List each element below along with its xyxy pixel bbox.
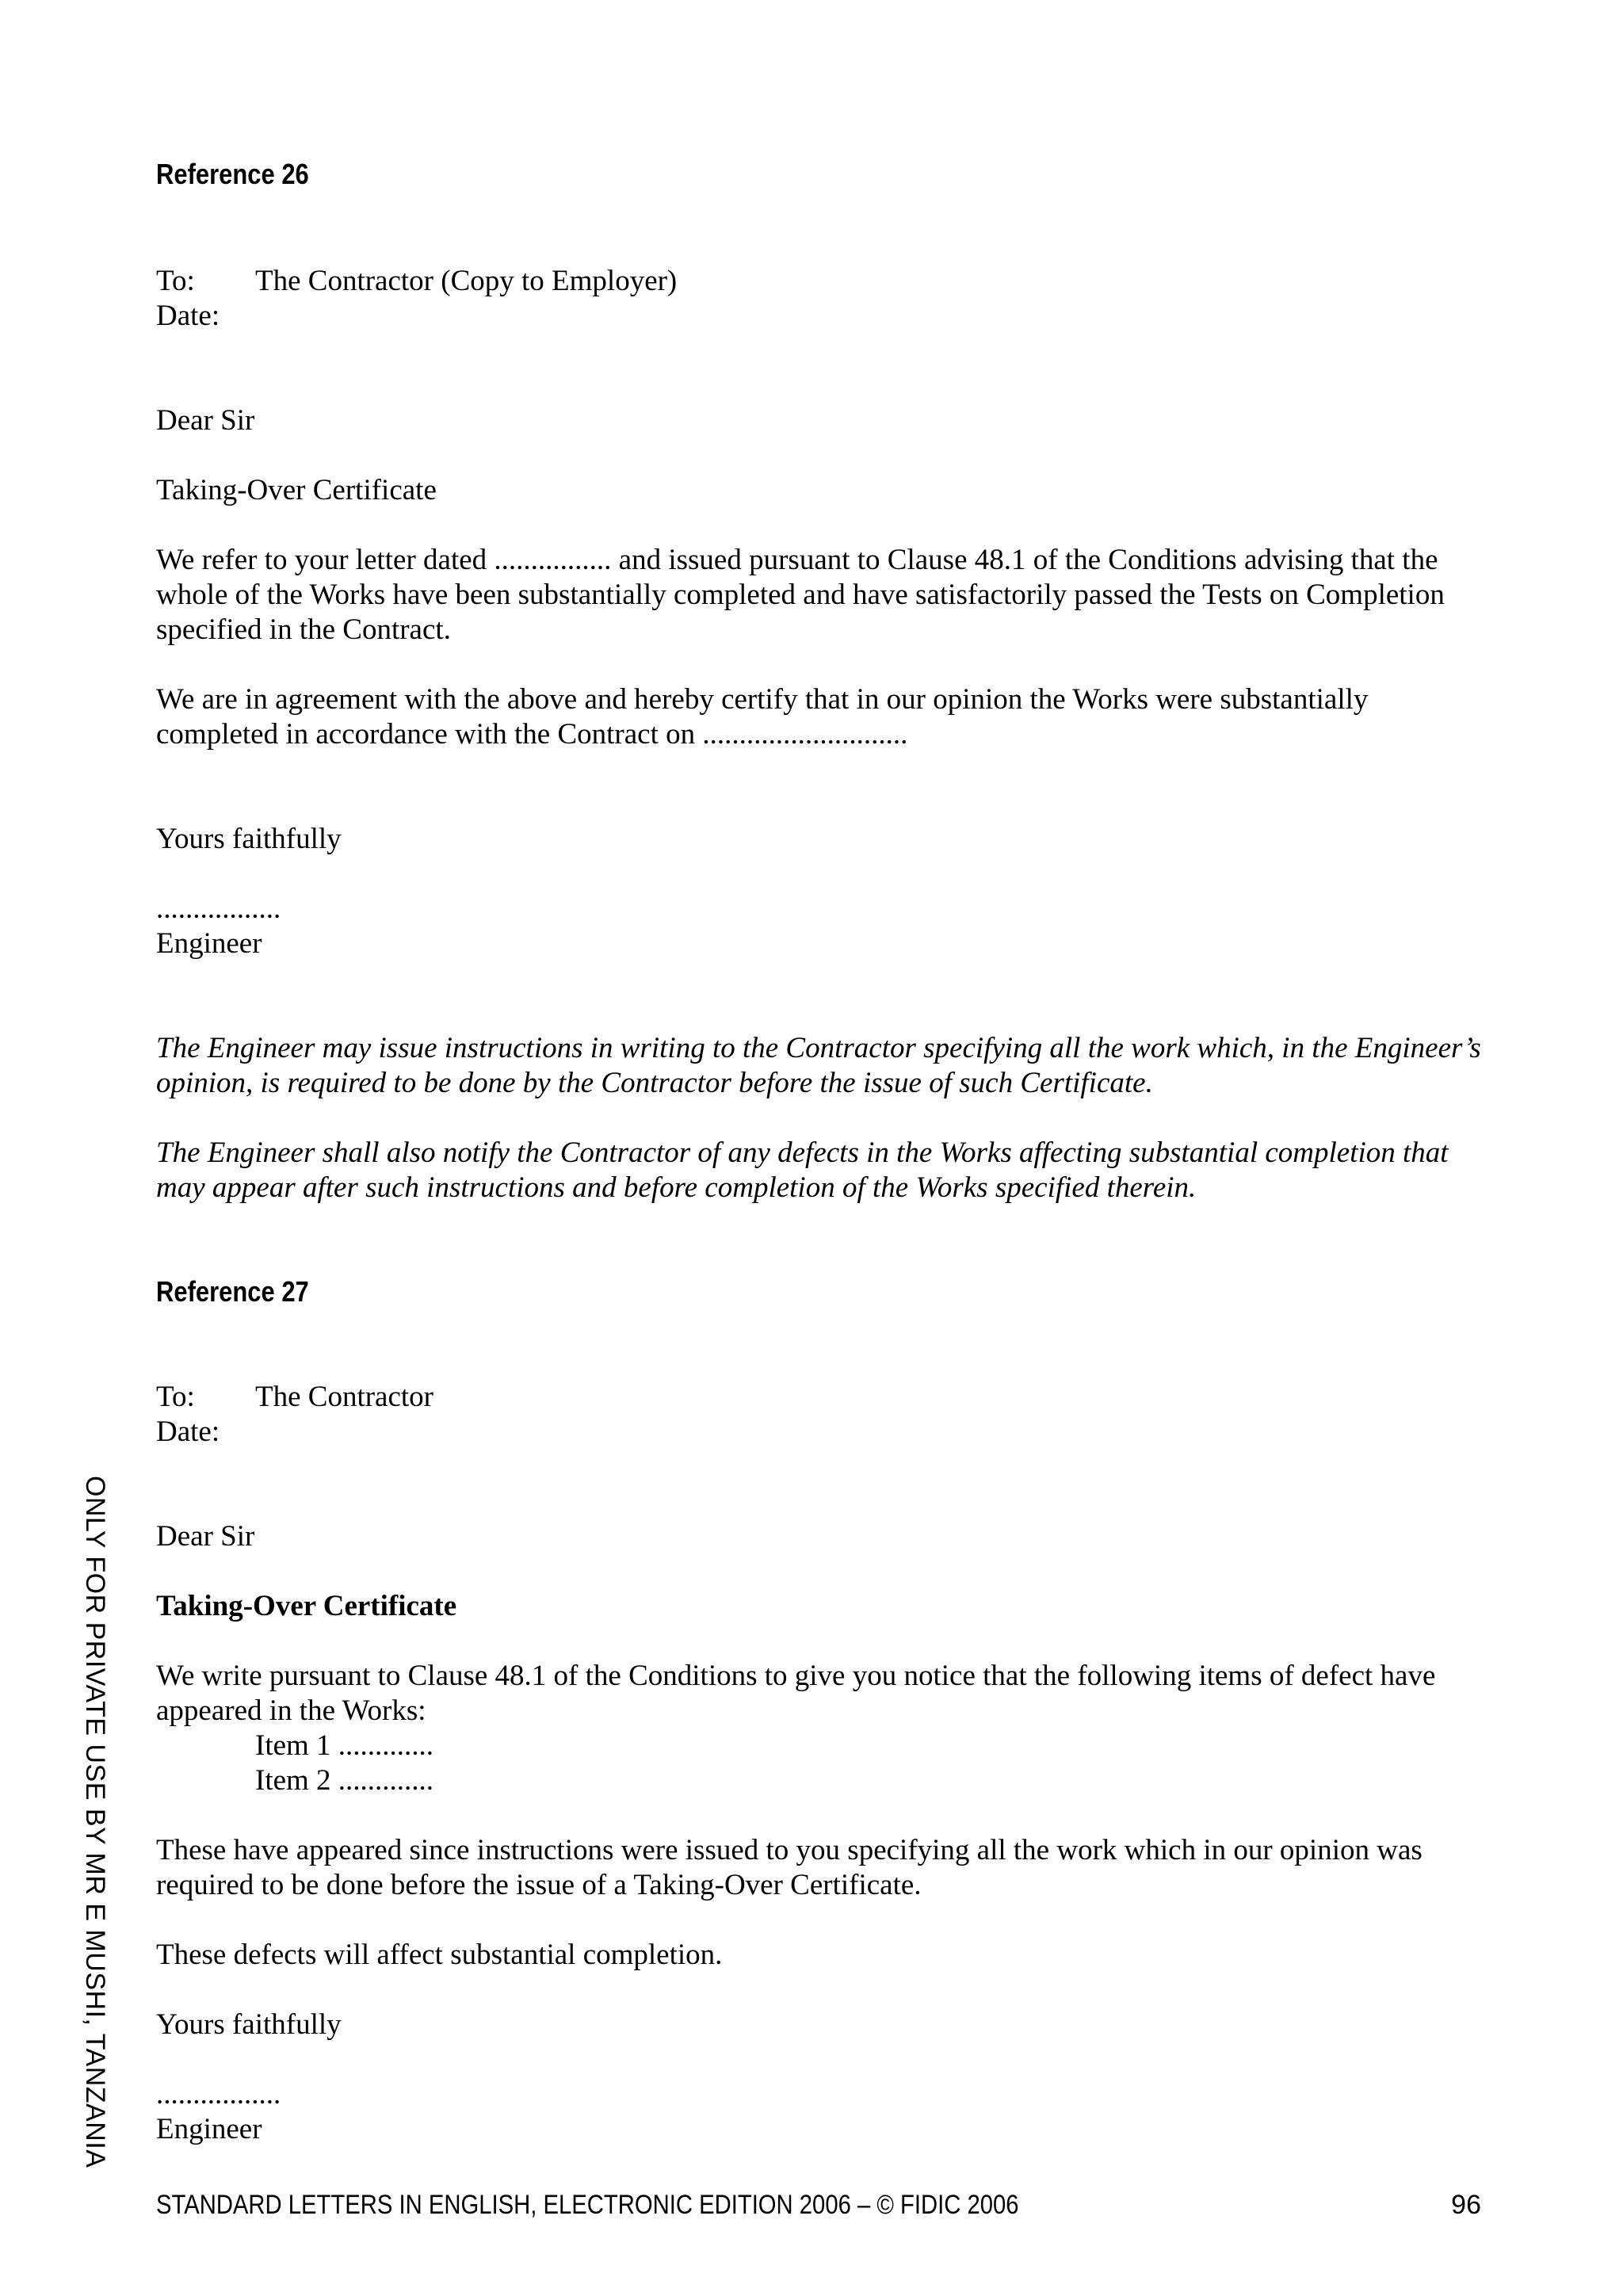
reference-27-date-row — [156, 1415, 1487, 1450]
date-label: Date: — [156, 300, 220, 332]
reference-26-date-row — [156, 299, 1487, 334]
side-watermark: ONLY FOR PRIVATE USE BY MR E MUSHI, TANZANIA — [80, 1476, 110, 2168]
reference-26-signature-block — [156, 892, 1487, 961]
side-watermark-container — [78, 1476, 113, 2176]
page-footer: STANDARD LETTERS IN ENGLISH, ELECTRONIC EDITION 2006 – © FIDIC 2006 — [156, 2190, 1019, 2220]
signature-dots: ................. — [156, 2078, 281, 2111]
reference-27-body — [156, 1659, 1487, 1798]
reference-27-closing: Yours faithfully — [156, 2008, 342, 2041]
reference-26-heading: Reference 26 — [156, 158, 309, 190]
reference-26-address-block — [156, 264, 1487, 334]
reference-26-note-1: The Engineer may issue instructions in writing to the Contractor specifying all the work which, in the Engineer’s opinion, is required to be done by the Contractor before the issue of such Certificate. — [156, 1032, 1481, 1099]
reference-26-salutation: Dear Sir — [156, 404, 255, 437]
to-value: The Contractor (Copy to Employer) — [255, 265, 678, 297]
reference-27-salutation: Dear Sir — [156, 1520, 255, 1553]
reference-26-paragraph-2: We are in agreement with the above and hereby certify that in our opinion the Works were substantially completed in accordance with the Contract on ............................ — [156, 683, 1369, 751]
reference-26-note-2: The Engineer shall also notify the Contractor of any defects in the Works affecting substantial completion that may appear after such instructions and before completion of the Works specified therein. — [156, 1137, 1449, 1204]
reference-26-to-row — [156, 264, 1487, 299]
to-label: To: — [156, 265, 195, 297]
to-value: The Contractor — [255, 1381, 433, 1413]
reference-26-closing: Yours faithfully — [156, 823, 342, 855]
reference-27-paragraph-2: These defects will affect substantial completion. — [156, 1939, 723, 1971]
signature-dots: ................. — [156, 892, 281, 925]
to-label: To: — [156, 1381, 195, 1413]
reference-27-subject: Taking-Over Certificate — [156, 1590, 457, 1622]
defect-item-1: Item 1 ............. — [255, 1729, 434, 1762]
date-label: Date: — [156, 1415, 220, 1448]
reference-27-heading: Reference 27 — [156, 1275, 309, 1308]
reference-26-paragraph-1: We refer to your letter dated ................ and issued pursuant to Clause 48.1 of the Conditions advising that the whole of the Works have been substantially completed and have satisfactorily passed the Tests on Completion specified in the Contract. — [156, 544, 1445, 646]
reference-27-paragraph-1: These have appeared since instructions were issued to you specifying all the work which in our opinion was required to be done before the issue of a Taking-Over Certificate. — [156, 1834, 1423, 1901]
defect-item-2: Item 2 ............. — [255, 1764, 434, 1797]
reference-27-intro: We write pursuant to Clause 48.1 of the Conditions to give you notice that the following items of defect have appeared in the Works: — [156, 1660, 1436, 1727]
signatory: Engineer — [156, 927, 262, 960]
signatory: Engineer — [156, 2113, 262, 2145]
reference-27-to-row — [156, 1380, 1487, 1415]
page-number: 96 — [1451, 2190, 1481, 2220]
reference-27-address-block — [156, 1380, 1487, 1450]
reference-27-signature-block — [156, 2077, 1487, 2147]
reference-26-subject: Taking-Over Certificate — [156, 474, 437, 506]
